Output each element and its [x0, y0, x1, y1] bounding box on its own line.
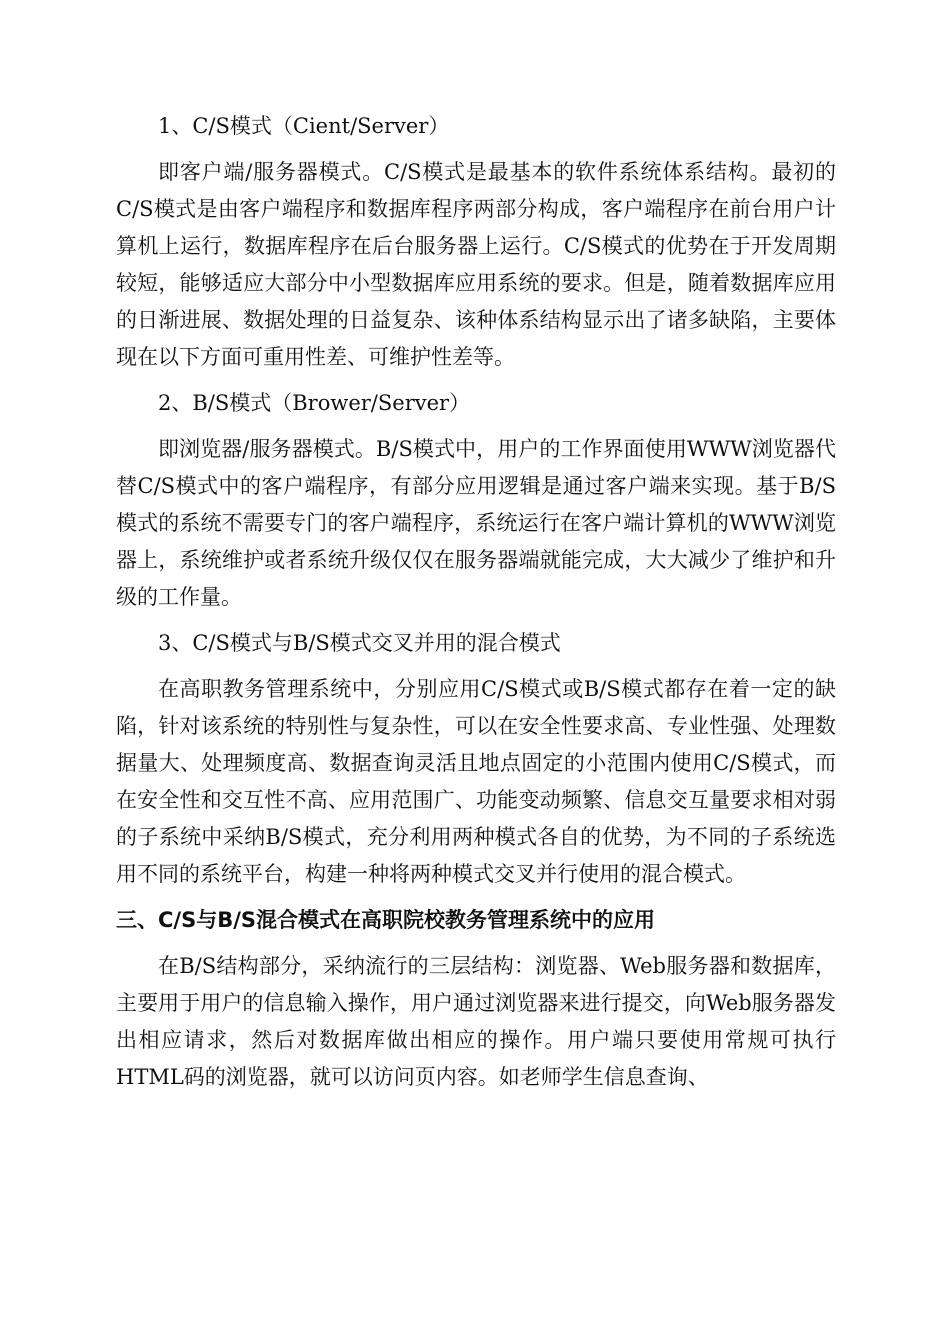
paragraph-bs-structure: 在B/S结构部分，采纳流行的三层结构：浏览器、Web服务器和数据库，主要用于用户的信息输入操作，用户通过浏览器来进行提交，向Web服务器发出相应请求，然后对数据库做出相应的操作。用户端只要使用常规可执行HTML码的浏览器，就可以访问页内容。如老师学生信息查询、	[116, 954, 836, 1089]
paragraph-hybrid-description: 在高职教务管理系统中，分别应用C/S模式或B/S模式都存在着一定的缺陷，针对该系统的特别性与复杂性，可以在安全性要求高、专业性强、处理数据量大、处理频度高、数据查询灵活且地点固定的小范围内使用C/S模式，而在安全性和交互性不高、应用范围广、功能变动频繁、信息交互量要求相对弱的子系统中采纳B/S模式，充分利用两种模式各自的优势，为不同的子系统选用不同的系统平台，构建一种将两种模式交叉并行使用的混合模式。	[116, 677, 836, 886]
document-page	[116, 108, 836, 1096]
subheading-hybrid-mode: 3、C/S模式与B/S模式交叉并用的混合模式	[158, 631, 561, 655]
paragraph-bs-description: 即浏览器/服务器模式。B/S模式中，用户的工作界面使用WWW浏览器代替C/S模式中的客户端程序，有部分应用逻辑是通过客户端来实现。基于B/S模式的系统不需要专门的客户端程序，系统运行在客户端计算机的WWW浏览器上，系统维护或者系统升级仅仅在服务器端就能完成，大大减少了维护和升级的工作量。	[116, 437, 836, 609]
section-title-application: 三、C/S与B/S混合模式在高职院校教务管理系统中的应用	[116, 908, 656, 932]
subheading-bs-mode: 2、B/S模式（Brower/Server）	[158, 391, 471, 415]
subheading-cs-mode: 1、C/S模式（Cient/Server）	[158, 114, 450, 138]
paragraph-cs-description: 即客户端/服务器模式。C/S模式是最基本的软件系统体系结构。最初的C/S模式是由客户端程序和数据库程序两部分构成，客户端程序在前台用户计算机上运行，数据库程序在后台服务器上运行。C/S模式的优势在于开发周期较短，能够适应大部分中小型数据库应用系统的要求。但是，随着数据库应用的日渐进展、数据处理的日益复杂、该种体系结构显示出了诸多缺陷，主要体现在以下方面可重用性差、可维护性差等。	[116, 160, 836, 369]
